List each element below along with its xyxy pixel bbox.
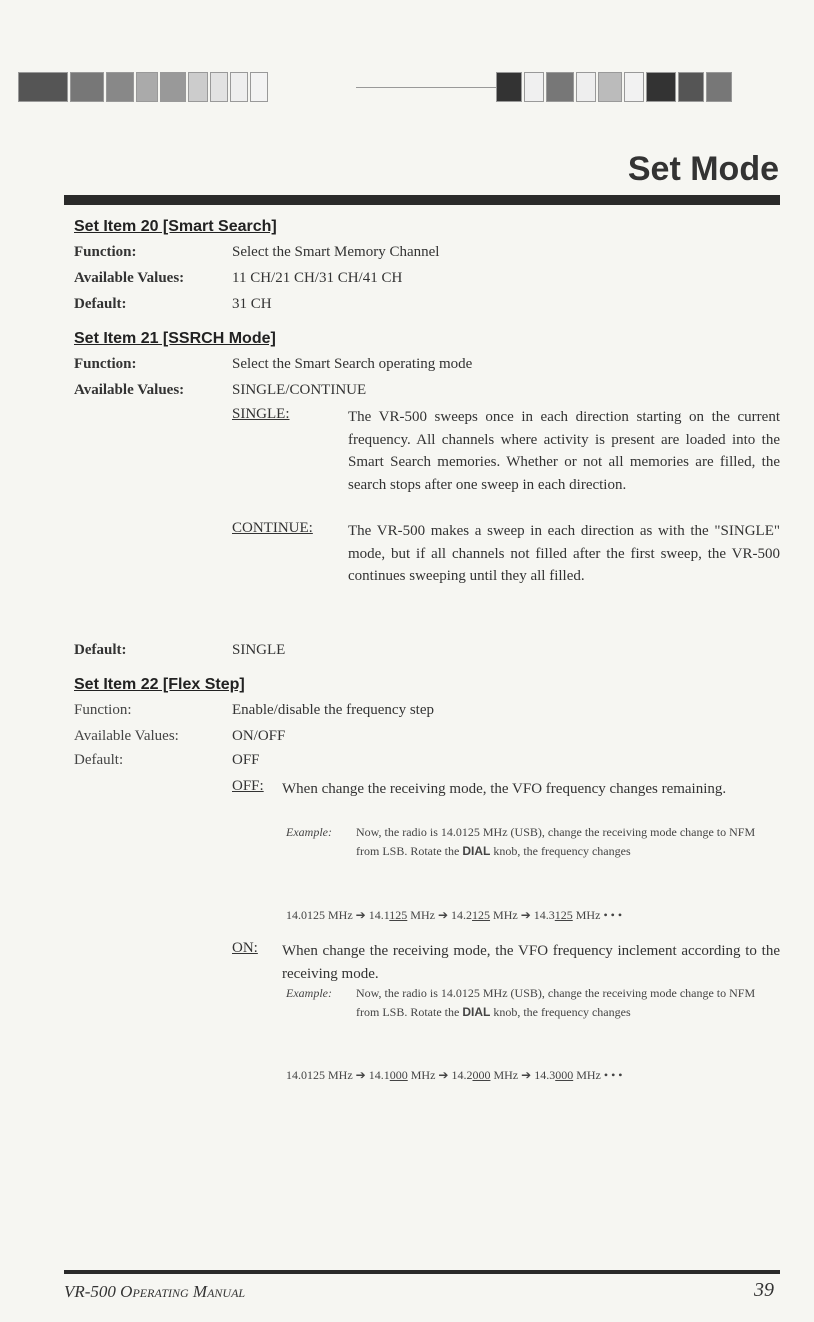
off-mode-description: When change the receiving mode, the VFO frequency changes remaining. [282,781,727,797]
dial-knob-label: DIAL [462,1005,491,1019]
function-value: Select the Smart Search operating mode [232,356,473,372]
page-number: 39 [754,1279,774,1301]
arrow-icon: ➔ [437,908,449,922]
ellipsis: • • • [603,1068,623,1082]
arrow-icon: ➔ [355,908,366,922]
frequency-sequence-on: 14.0125 MHz ➔ 14.1000 MHz ➔ 14.2000 MHz ➔ 14.3000 MHz • • • [286,1068,623,1082]
manual-title: VR-500 Operating Manual [64,1282,246,1301]
example-label: Example: [286,825,332,839]
header-deco-line [356,87,496,88]
top-rule [64,195,780,205]
default-label: Default: [74,296,127,312]
section-heading-item-21: Set Item 21 [SSRCH Mode] [74,330,276,347]
continue-mode-label: CONTINUE: [232,520,313,536]
dial-knob-label: DIAL [462,844,491,858]
single-mode-description: The VR-500 sweeps once in each direction starting on the current frequency. All channels where activity is present are loaded into the Smart Search memories. Whether or not all memories are filled, the search stops after one sweep in each direction. [348,409,780,494]
function-label: Function: [74,702,132,718]
default-value: SINGLE [232,642,286,658]
available-values-label: Available Values: [74,728,179,744]
arrow-icon: ➔ [438,1068,449,1082]
single-mode-label: SINGLE: [232,406,290,422]
default-label: Default: [74,642,127,658]
ellipsis: • • • [603,908,623,922]
arrow-icon: ➔ [520,908,531,922]
available-values: SINGLE/CONTINUE [232,382,367,398]
example-text: Now, the radio is 14.0125 MHz (USB), change the receiving mode change to NFM from LSB. Rotate the DIAL knob, the frequency changes [356,986,756,1019]
function-label: Function: [74,356,137,372]
frequency-sequence-off: 14.0125 MHz ➔ 14.1125 MHz ➔ 14.2125 MHz ➔ 14.3125 MHz • • • [286,908,623,922]
header-deco-right [496,72,734,102]
available-values: 11 CH/21 CH/31 CH/41 CH [232,270,403,286]
off-mode-label: OFF: [232,778,264,794]
default-value: 31 CH [232,296,272,312]
example-label: Example: [286,986,332,1000]
section-heading-item-22: Set Item 22 [Flex Step] [74,676,245,693]
on-mode-description: When change the receiving mode, the VFO frequency inclement according to the receiving mode. [282,943,780,982]
function-value: Enable/disable the frequency step [232,702,435,718]
bottom-rule [64,1270,780,1274]
function-label: Function: [74,244,137,260]
available-values: ON/OFF [232,728,286,744]
header-deco-left [18,72,270,102]
default-value: OFF [232,752,260,768]
section-heading-item-20: Set Item 20 [Smart Search] [74,218,277,235]
default-label: Default: [74,752,124,768]
on-mode-label: ON: [232,940,258,956]
available-values-label: Available Values: [74,270,185,286]
page-title: Set Mode [627,150,779,188]
available-values-label: Available Values: [74,382,185,398]
continue-mode-description: The VR-500 makes a sweep in each direction as with the "SINGLE" mode, but if all channels not filled after the first sweep, the VR-500 continues sweeping until they all filled. [348,523,780,585]
arrow-icon: ➔ [355,1068,366,1082]
function-value: Select the Smart Memory Channel [232,244,440,260]
arrow-icon: ➔ [521,1068,532,1082]
example-text: Now, the radio is 14.0125 MHz (USB), change the receiving mode change to NFM from LSB. Rotate the DIAL knob, the frequency changes [356,825,756,858]
